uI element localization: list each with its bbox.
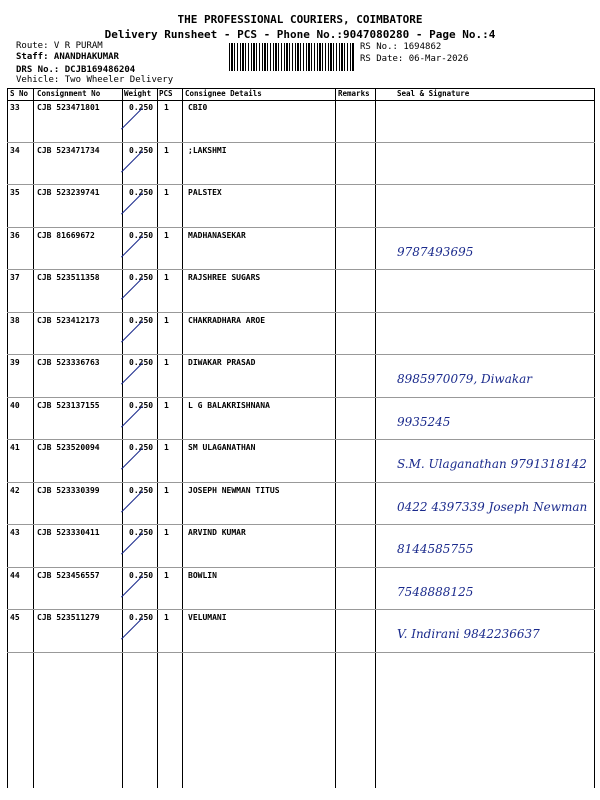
rs-number: RS No.: 1694862 bbox=[360, 42, 442, 52]
row-consignee: MADHANASEKAR bbox=[188, 230, 246, 240]
row-pcs: 1 bbox=[164, 443, 169, 452]
row-consignee: VELUMANI bbox=[188, 613, 227, 622]
col-header-pcs: PCS bbox=[159, 89, 173, 98]
table-row bbox=[7, 270, 595, 313]
row-sno: 36 bbox=[10, 230, 20, 240]
row-pcs: 1 bbox=[164, 103, 169, 112]
row-pcs: 1 bbox=[164, 188, 169, 197]
table-row bbox=[7, 525, 595, 568]
row-pcs: 1 bbox=[164, 528, 169, 537]
table-row bbox=[7, 313, 595, 356]
row-consignment-no: CJB 523511358 bbox=[37, 273, 100, 282]
row-consignee: CHAKRADHARA AROE bbox=[188, 315, 266, 325]
row-sno: 42 bbox=[10, 485, 20, 495]
vehicle-text: Vehicle: Two Wheeler Delivery bbox=[16, 75, 174, 85]
barcode bbox=[229, 43, 355, 71]
col-header-consignment: Consignment No bbox=[37, 89, 101, 98]
row-weight: 0.250 bbox=[129, 103, 154, 112]
row-sno: 38 bbox=[10, 315, 20, 325]
delivery-table bbox=[7, 88, 595, 788]
row-sno: 44 bbox=[10, 570, 20, 580]
signature-text: 9935245 bbox=[397, 414, 451, 429]
row-consignment-no: CJB 523330411 bbox=[37, 528, 100, 537]
row-consignment-no: CJB 523511279 bbox=[37, 613, 100, 622]
signature-text: 7548888125 bbox=[397, 584, 474, 599]
row-consignment-no: CJB 523471801 bbox=[37, 103, 100, 112]
route-text: Route: V R PURAM bbox=[16, 41, 103, 51]
row-sno: 40 bbox=[10, 400, 20, 410]
table-row bbox=[7, 185, 595, 228]
row-weight: 0.250 bbox=[129, 230, 154, 240]
row-consignment-no: CJB 523239741 bbox=[37, 188, 100, 197]
row-consignee: SM ULAGANATHAN bbox=[188, 443, 256, 452]
row-consignment-no: CJB 81669672 bbox=[37, 230, 95, 240]
signature-text: V. Indirani 9842236637 bbox=[397, 627, 540, 641]
row-sno: 33 bbox=[10, 103, 20, 112]
row-weight: 0.250 bbox=[129, 613, 154, 622]
row-consignee: ;LAKSHMI bbox=[188, 145, 227, 155]
row-weight: 0.250 bbox=[129, 528, 154, 537]
row-consignment-no: CJB 523330399 bbox=[37, 485, 100, 495]
row-pcs: 1 bbox=[164, 315, 169, 325]
row-pcs: 1 bbox=[164, 485, 169, 495]
col-header-sno: S No bbox=[10, 89, 29, 98]
runsheet-title: Delivery Runsheet - PCS - Phone No.:9047080280 - Page No.:4 bbox=[104, 28, 496, 41]
row-weight: 0.250 bbox=[129, 273, 154, 282]
col-header-remarks: Remarks bbox=[338, 89, 370, 98]
row-consignment-no: CJB 523471734 bbox=[37, 145, 100, 155]
row-weight: 0.250 bbox=[129, 570, 154, 580]
table-row bbox=[7, 568, 595, 611]
table-row bbox=[7, 143, 595, 186]
row-divider bbox=[7, 652, 595, 653]
drs-text: DRS No.: DCJB169486204 bbox=[16, 65, 136, 75]
row-weight: 0.250 bbox=[129, 400, 154, 410]
table-row bbox=[7, 100, 595, 143]
row-weight: 0.250 bbox=[129, 145, 154, 155]
signature-text: 8144585755 bbox=[397, 542, 474, 556]
row-weight: 0.250 bbox=[129, 188, 154, 197]
row-sno: 45 bbox=[10, 613, 20, 622]
row-consignee: BOWLIN bbox=[188, 570, 217, 580]
row-consignee: L G BALAKRISHNANA bbox=[188, 400, 270, 410]
row-sno: 37 bbox=[10, 273, 20, 282]
table-row bbox=[7, 483, 595, 526]
table-row bbox=[7, 355, 595, 398]
company-title: THE PROFESSIONAL COURIERS, COIMBATORE bbox=[177, 13, 423, 26]
row-consignment-no: CJB 523412173 bbox=[37, 315, 100, 325]
col-header-seal: Seal & Signature bbox=[397, 89, 470, 98]
row-pcs: 1 bbox=[164, 570, 169, 580]
row-consignment-no: CJB 523520094 bbox=[37, 443, 100, 452]
staff-text: Staff: ANANDHAKUMAR bbox=[16, 52, 119, 62]
row-consignee: PALSTEX bbox=[188, 188, 222, 197]
row-pcs: 1 bbox=[164, 145, 169, 155]
signature-text: 0422 4397339 Joseph Newman bbox=[397, 499, 588, 514]
row-pcs: 1 bbox=[164, 400, 169, 410]
row-consignee: CBI0 bbox=[188, 103, 208, 112]
row-pcs: 1 bbox=[164, 273, 169, 282]
row-consignee: JOSEPH NEWMAN TITUS bbox=[188, 485, 280, 495]
table-row bbox=[7, 398, 595, 441]
signature-text: 8985970079, Diwakar bbox=[397, 372, 533, 386]
row-consignee: ARVIND KUMAR bbox=[188, 528, 246, 537]
row-weight: 0.250 bbox=[129, 443, 154, 452]
rs-date: RS Date: 06-Mar-2026 bbox=[360, 54, 469, 64]
row-pcs: 1 bbox=[164, 613, 169, 622]
row-consignee: RAJSHREE SUGARS bbox=[188, 273, 261, 282]
row-consignee: DIWAKAR PRASAD bbox=[188, 358, 256, 367]
row-weight: 0.250 bbox=[129, 485, 154, 495]
row-sno: 43 bbox=[10, 528, 20, 537]
row-pcs: 1 bbox=[164, 358, 169, 367]
row-consignment-no: CJB 523137155 bbox=[37, 400, 100, 410]
row-pcs: 1 bbox=[164, 230, 169, 240]
table-row bbox=[7, 610, 595, 653]
row-sno: 41 bbox=[10, 443, 20, 452]
signature-text: S.M. Ulaganathan 9791318142 bbox=[397, 457, 587, 471]
table-row bbox=[7, 228, 595, 271]
table-row bbox=[7, 440, 595, 483]
row-consignment-no: CJB 523336763 bbox=[37, 358, 100, 367]
row-consignment-no: CJB 523456557 bbox=[37, 570, 100, 580]
row-sno: 35 bbox=[10, 188, 20, 197]
col-header-weight: Weight bbox=[124, 89, 152, 98]
row-weight: 0.250 bbox=[129, 358, 154, 367]
signature-text: 9787493695 bbox=[397, 244, 474, 259]
col-header-consignee: Consignee Details bbox=[185, 89, 262, 98]
row-sno: 34 bbox=[10, 145, 20, 155]
row-sno: 39 bbox=[10, 358, 20, 367]
row-weight: 0.250 bbox=[129, 315, 154, 325]
